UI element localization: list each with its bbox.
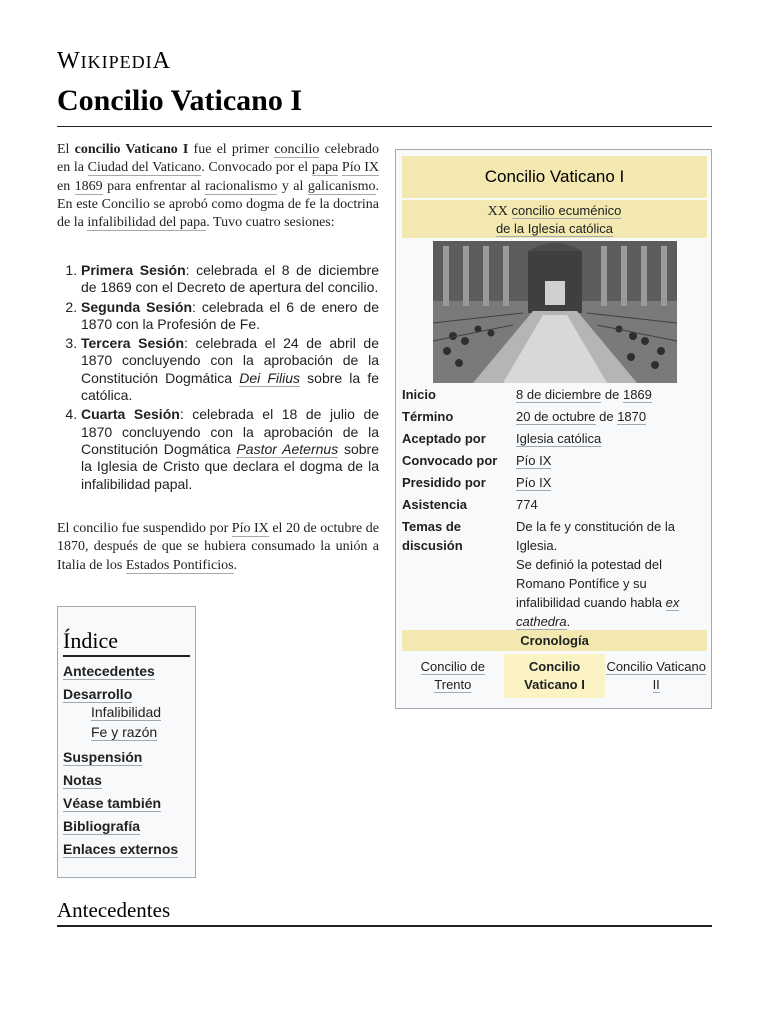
toc-item-notas[interactable]: Notas bbox=[63, 772, 102, 788]
link-pastor-aeternus[interactable]: Pastor Aeternus bbox=[236, 440, 339, 457]
link-ciudad-vaticano[interactable]: Ciudad del Vaticano bbox=[87, 160, 202, 176]
wikipedia-logo[interactable] bbox=[57, 48, 171, 75]
link-1869[interactable]: 1869 bbox=[74, 178, 103, 194]
infobox-row-termino: Término 20 de octubre de 1870 bbox=[402, 409, 647, 424]
council-engraving-image[interactable] bbox=[433, 241, 677, 383]
toc-item-vease-tambien[interactable]: Véase también bbox=[63, 795, 162, 811]
article-subject: concilio Vaticano I bbox=[74, 142, 189, 157]
infobox-row-inicio: Inicio 8 de diciembre de 1869 bbox=[402, 387, 652, 402]
link-20-octubre[interactable]: 20 de octubre bbox=[516, 409, 596, 424]
current-council: Concilio Vaticano I bbox=[504, 654, 606, 698]
link-iglesia-catolica[interactable]: de la Iglesia católica bbox=[495, 221, 614, 236]
link-racionalismo[interactable]: racionalismo bbox=[205, 178, 278, 194]
logo-letters: IKIPEDI bbox=[80, 52, 153, 72]
infobox-title: Concilio Vaticano I bbox=[402, 156, 707, 198]
toc-item-suspension[interactable]: Suspensión bbox=[63, 749, 143, 765]
toc-item-fe-y-razon[interactable]: Fe y razón bbox=[91, 724, 158, 740]
link-8-diciembre[interactable]: 8 de diciembre bbox=[516, 387, 602, 402]
list-item: 3. Tercera Sesión: celebrada el 24 de abril de 1870 concluyendo con la aprobación de la Constitución Dogmática Dei Filius sobre la fe católica. bbox=[81, 335, 379, 404]
sessions-list bbox=[57, 262, 379, 495]
toc-item-bibliografia[interactable]: Bibliografía bbox=[63, 818, 141, 834]
infobox-chronology-header: Cronología bbox=[402, 630, 707, 651]
toc-title: Índice bbox=[63, 627, 190, 657]
engraving-illustration bbox=[433, 241, 677, 383]
infobox-rows bbox=[402, 385, 707, 634]
infobox-row-convocado: Convocado por Pío IX bbox=[402, 453, 552, 468]
link-1870-infobox[interactable]: 1870 bbox=[617, 409, 647, 424]
link-dei-filius[interactable]: Dei Filius bbox=[239, 369, 301, 386]
link-estados-pontificios[interactable]: Estados Pontificios bbox=[125, 557, 234, 573]
link-pio-ix[interactable]: Pío IX bbox=[341, 160, 380, 176]
link-iglesia-catolica-2[interactable]: Iglesia católica bbox=[516, 431, 602, 446]
section-heading-antecedentes: Antecedentes bbox=[57, 898, 171, 922]
suspension-paragraph: El concilio fue suspendido por Pío IX el 20 de octubre de 1870, después de que se hubiera consumado la unión a Italia de los Estados Pontificios. bbox=[57, 521, 380, 573]
intro-paragraph: El concilio Vaticano I fue el primer concilio celebrado en la Ciudad del Vaticano. Convocado por el papa Pío IX en 1869 para enfrentar al racionalismo y al galicanismo. En este Concilio se aprobó como dogma de fe la doctrina de la infalibilidad del papa. Tuvo cuatro sesiones: bbox=[57, 142, 380, 231]
logo-letter-a: A bbox=[152, 48, 171, 74]
toc-item-infalibilidad[interactable]: Infalibilidad bbox=[91, 704, 162, 720]
link-infalibilidad-papa[interactable]: infalibilidad del papa bbox=[87, 215, 207, 231]
list-item: 1. Primera Sesión: celebrada el 8 de diciembre de 1869 con el Decreto de apertura del concilio. bbox=[81, 262, 379, 297]
toc-item-desarrollo[interactable]: Desarrollo bbox=[63, 686, 133, 702]
next-council bbox=[605, 654, 707, 698]
link-1869-infobox[interactable]: 1869 bbox=[622, 387, 652, 402]
link-concilio-trento[interactable]: Concilio de Trento bbox=[420, 659, 485, 692]
previous-council bbox=[402, 654, 504, 698]
link-ex-cathedra[interactable]: ex cathedra bbox=[516, 595, 680, 629]
list-item: 4. Cuarta Sesión: celebrada el 18 de julio de 1870 concluyendo con la aprobación de la Constitución Dogmática Pastor Aeternus sobre la Iglesia de Cristo que declara el dogma de la infalibilidad papal. bbox=[81, 406, 379, 492]
link-concilio[interactable]: concilio bbox=[274, 142, 320, 157]
table-of-contents bbox=[57, 606, 196, 878]
link-concilio-ecumenico[interactable]: concilio ecuménico bbox=[511, 203, 622, 218]
link-papa[interactable]: papa bbox=[311, 160, 339, 176]
link-pio-ix-2[interactable]: Pío IX bbox=[231, 521, 269, 536]
infobox-subtitle: XX concilio ecuménico de la Iglesia católica bbox=[402, 200, 707, 238]
section-divider bbox=[57, 925, 712, 927]
title-divider bbox=[57, 126, 712, 127]
toc-item-enlaces-externos[interactable]: Enlaces externos bbox=[63, 841, 179, 857]
link-galicanismo[interactable]: galicanismo bbox=[307, 178, 376, 194]
link-concilio-vaticano-ii[interactable]: Concilio Vaticano II bbox=[606, 659, 706, 692]
page-title: Concilio Vaticano I bbox=[57, 84, 303, 117]
toc-item-antecedentes[interactable]: Antecedentes bbox=[63, 663, 155, 679]
infobox-row-asistencia: Asistencia 774 bbox=[402, 497, 538, 512]
infobox bbox=[395, 149, 712, 709]
infobox-row-aceptado: Aceptado por Iglesia católica bbox=[402, 431, 602, 446]
infobox-row-presidido: Presidido por Pío IX bbox=[402, 475, 552, 490]
infobox-row-temas: Temas de discusión De la fe y constitución de la Iglesia. Se definió la potestad del Romano Pontífice y su infalibilidad cuando habla ex cathedra. bbox=[402, 519, 680, 629]
link-pio-ix-convocado[interactable]: Pío IX bbox=[516, 453, 552, 468]
list-item: 2. Segunda Sesión: celebrada el 6 de enero de 1870 con la Profesión de Fe. bbox=[81, 299, 379, 334]
link-pio-ix-presidido[interactable]: Pío IX bbox=[516, 475, 552, 490]
logo-letter-w: W bbox=[57, 48, 81, 74]
infobox-chronology-nav bbox=[402, 654, 707, 698]
